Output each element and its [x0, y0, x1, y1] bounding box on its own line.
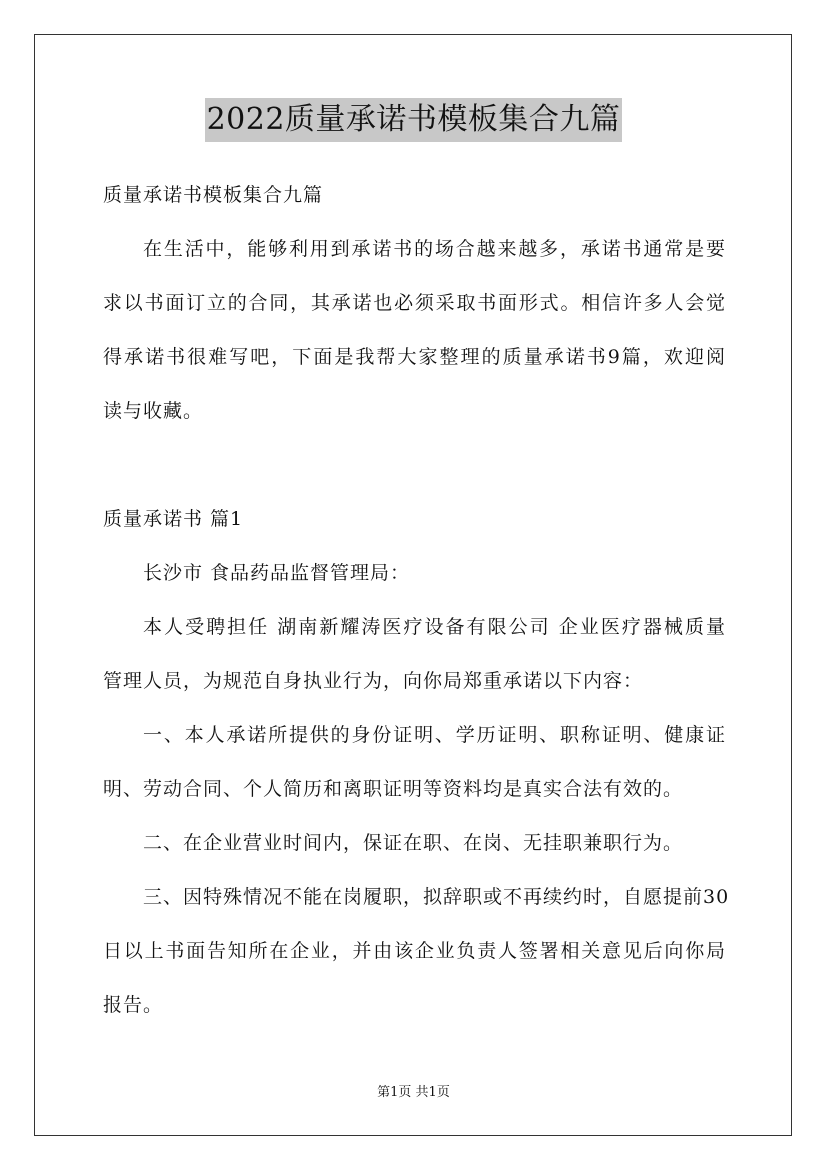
body-line: 一、本人承诺所提供的身份证明、学历证明、职称证明、健康证 [143, 724, 726, 746]
body-line: 本人受聘担任 湖南新耀涛医疗设备有限公司 企业医疗器械质量 [143, 616, 726, 638]
body-line: 日以上书面告知所在企业，并由该企业负责人签署相关意见后向你局 [103, 940, 726, 962]
body-line: 明、劳动合同、个人简历和离职证明等资料均是真实合法有效的。 [103, 778, 684, 800]
intro-line: 得承诺书很难写吧，下面是我帮大家整理的质量承诺书9篇，欢迎阅 [103, 346, 726, 368]
subtitle: 质量承诺书模板集合九篇 [103, 184, 324, 206]
document-title: 2022质量承诺书模板集合九篇 [205, 98, 623, 142]
intro-line: 求以书面订立的合同，其承诺也必须采取书面形式。相信许多人会觉 [103, 292, 726, 314]
intro-line: 读与收藏。 [103, 400, 204, 422]
body-line: 长沙市 食品药品监督管理局： [143, 562, 411, 584]
intro-line: 在生活中，能够利用到承诺书的场合越来越多，承诺书通常是要 [143, 238, 726, 260]
document-title-container [0, 98, 827, 142]
page-footer: 第1页 共1页 [377, 1085, 450, 1100]
section-heading: 质量承诺书 篇1 [103, 508, 244, 530]
body-line: 管理人员，为规范自身执业行为，向你局郑重承诺以下内容： [103, 670, 644, 692]
body-line: 报告。 [103, 994, 164, 1016]
body-line: 三、因特殊情况不能在岗履职，拟辞职或不再续约时，自愿提前30 [143, 886, 730, 908]
body-line: 二、在企业营业时间内，保证在职、在岗、无挂职兼职行为。 [143, 832, 684, 854]
